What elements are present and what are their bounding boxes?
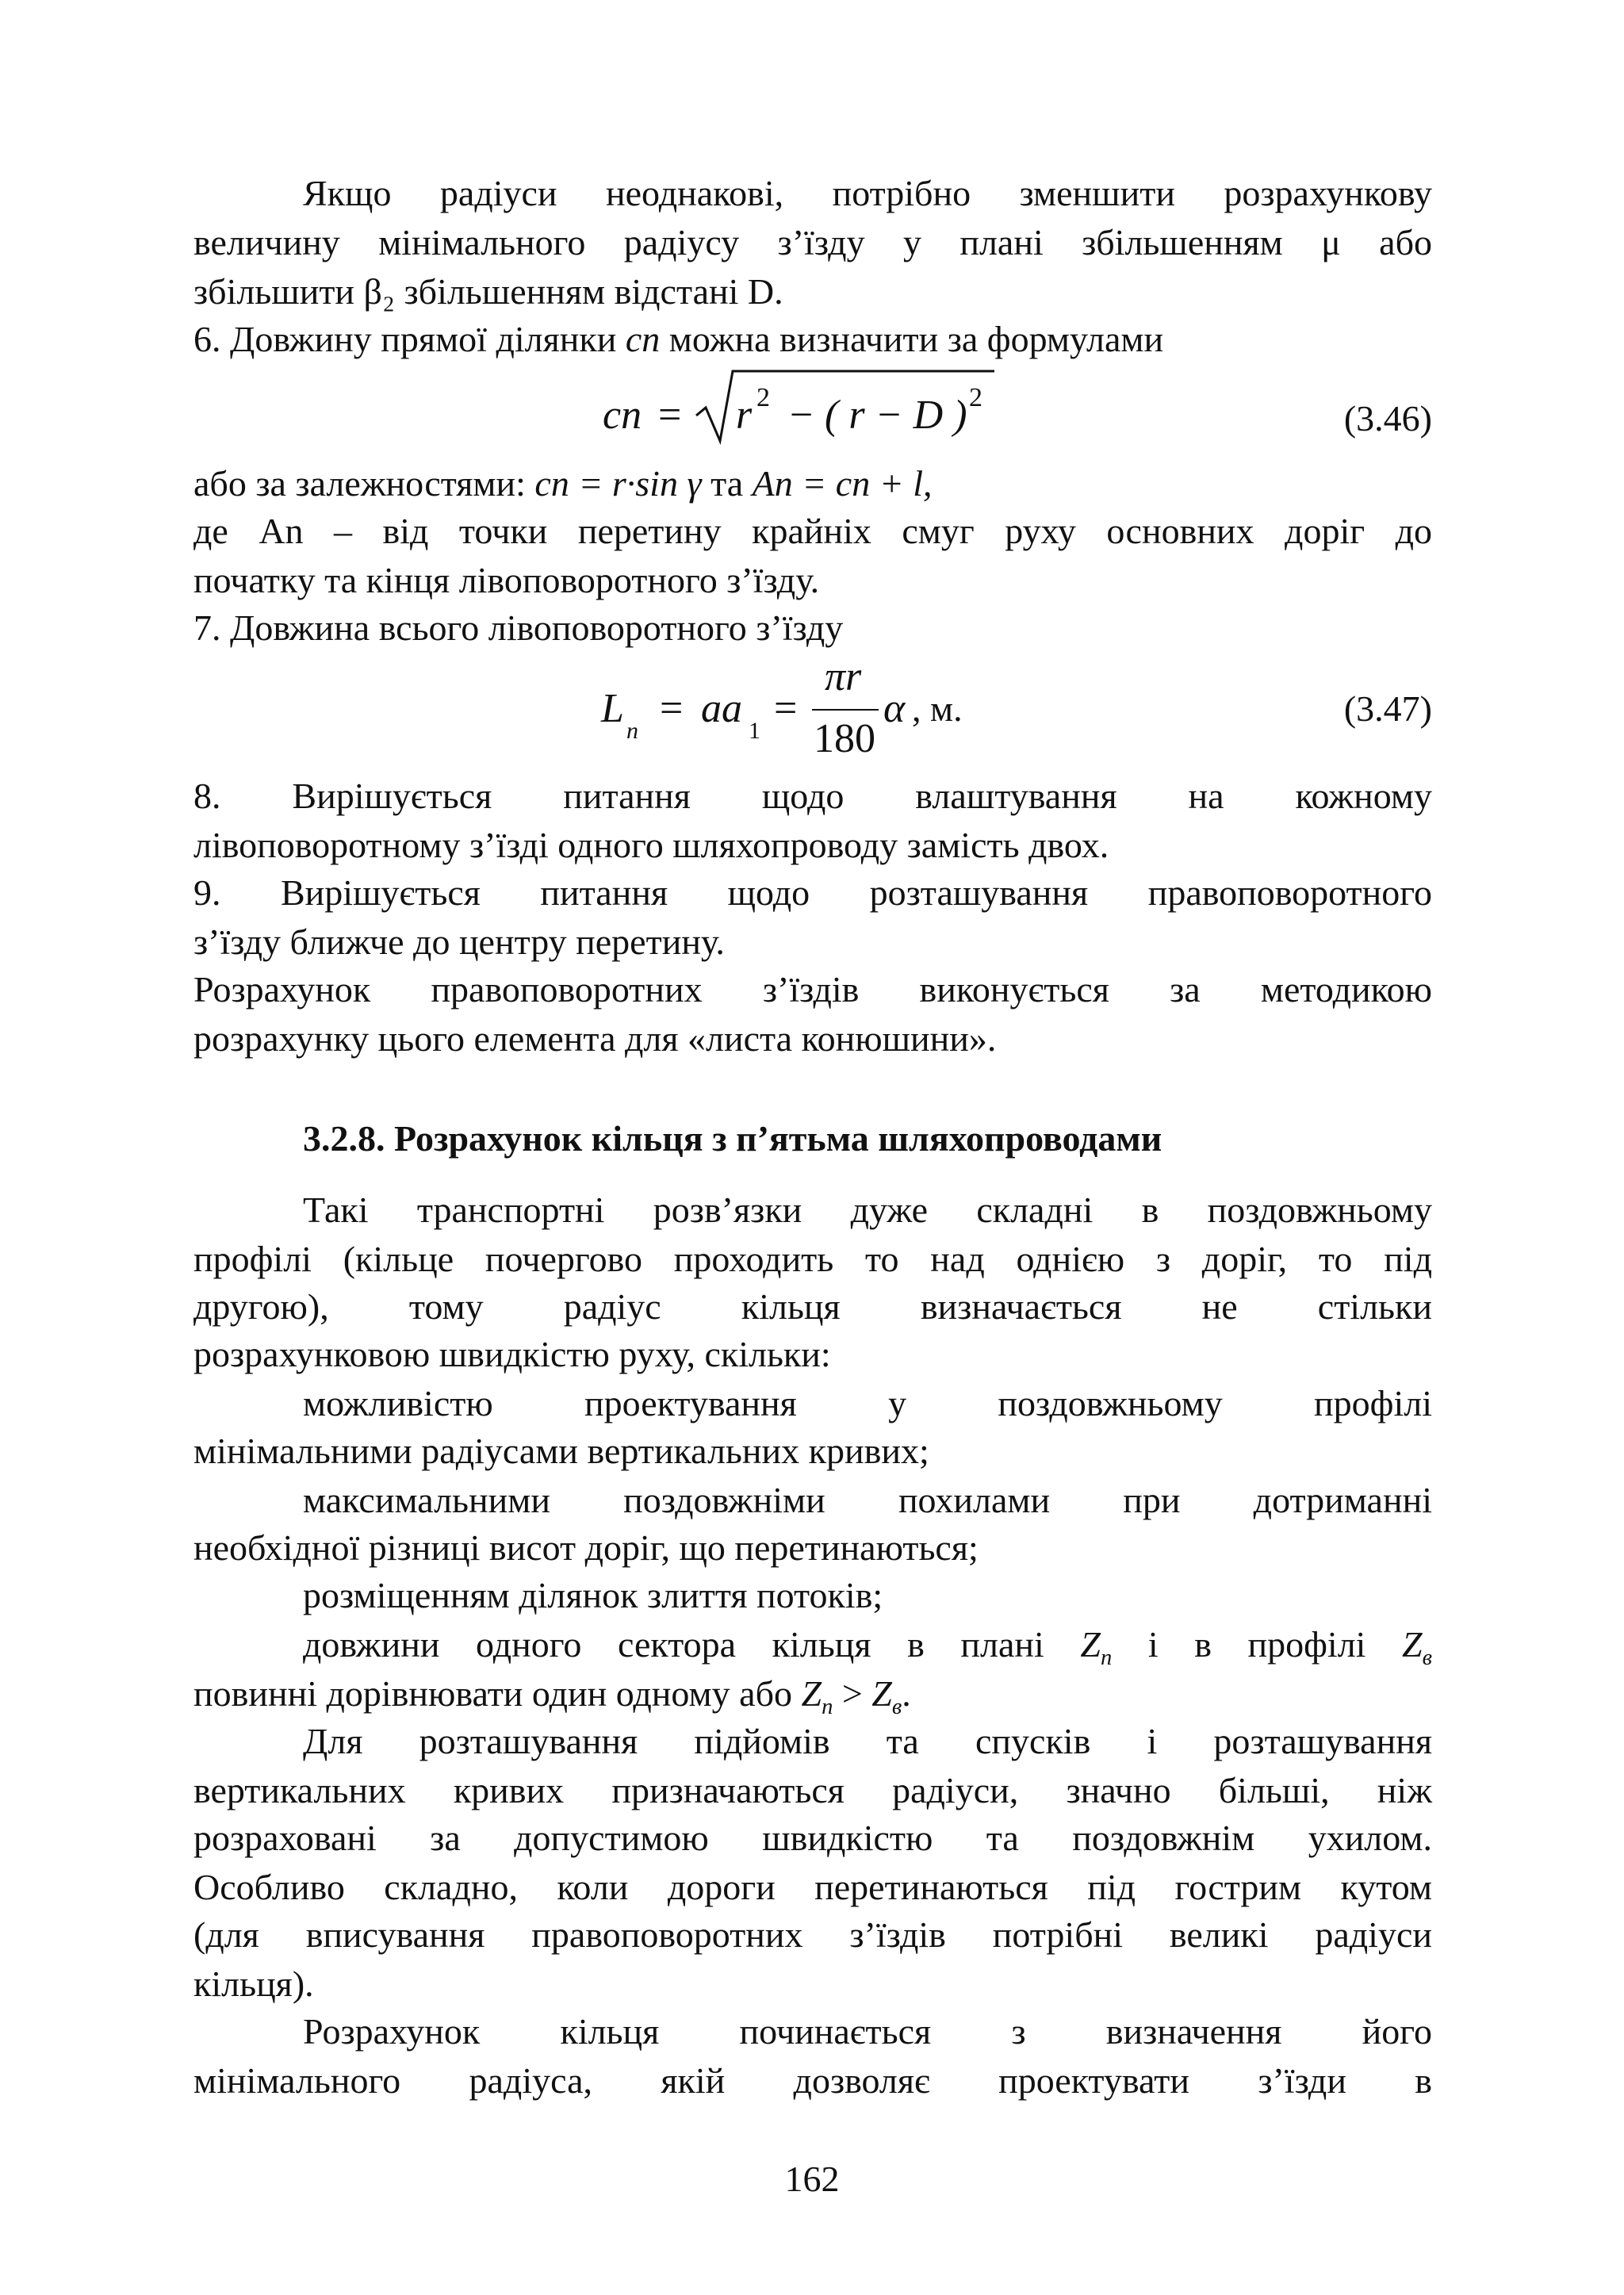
z-profile-symbol: Z (1402, 1624, 1423, 1665)
paragraph-3-line-4: Особливо складно, коли дороги перетинаються під гострим кутом (193, 1867, 1432, 1907)
item-7-line: 7. Довжина всього лівоповоротного з’їзду (193, 607, 844, 648)
eq347-lhs-sub: n (626, 718, 638, 744)
right-turn-line-2: розрахунку цього елемента для «листа конюшини». (193, 1018, 997, 1059)
z-plan-symbol-2: Z (801, 1673, 822, 1714)
eq347-lhs: L (601, 686, 624, 731)
dependencies-prefix: або за залежностями: (193, 463, 526, 504)
eq347-mid: aa (701, 686, 742, 731)
list-item-b-line-2: необхідної різниці висот доріг, що перетинаються; (193, 1527, 979, 1568)
list-d2-gt: > (833, 1673, 872, 1714)
list-d2-prefix: повинні дорівнювати один одному або (193, 1673, 792, 1714)
list-d2-end: . (902, 1673, 911, 1714)
item-6-line (193, 317, 1432, 362)
item-8-line-1: 8. Вирішується питання щодо влаштування на кожному (193, 776, 1432, 816)
paragraph-1-line-2: величину мінімального радіусу з’їзду у плані збільшенням μ або (193, 222, 1432, 262)
where-line-2: початку та кінця лівоповоротного з’їзду. (193, 560, 820, 600)
eq347-mid-sub: 1 (749, 718, 760, 744)
eq346-exp-a: 2 (756, 383, 770, 412)
paragraph-2-line-3: другою), тому радіус кільця визначається не стільки (193, 1286, 1432, 1327)
paragraph-1-line-3: збільшити β₂ збільшенням відстані D. (193, 271, 783, 312)
eq347-denominator: 180 (814, 716, 875, 761)
section-title: 3.2.8. Розрахунок кільця з п’ятьма шляхопроводами (303, 1118, 1162, 1159)
page-number: 162 (784, 2159, 840, 2199)
list-d-prefix: довжини одного сектора кільця в плані (303, 1624, 1044, 1665)
equation-number-3-46: (3.46) (1343, 398, 1432, 439)
z-profile-sub-2: в (891, 1695, 902, 1720)
dependencies-line (193, 462, 1432, 506)
list-d-mid: і в профілі (1147, 1624, 1366, 1665)
paragraph-4-line-1: Розрахунок кільця починається з визначення його (303, 2011, 1432, 2052)
list-d2-z-plan (801, 1673, 833, 1720)
eq347-unit: , м. (912, 688, 963, 729)
eq347-equals-2: = (774, 686, 798, 731)
z-plan-sub-2: п (822, 1695, 833, 1720)
paragraph-3-line-3: розраховані за допустимою швидкістю та поздовжнім ухилом. (193, 1818, 1432, 1858)
dependencies-formula-2: An = cn + l, (752, 463, 933, 504)
equation-number-3-47: (3.47) (1343, 688, 1432, 729)
where-line-1: де Аn – від точки перетину крайніх смуг руху основних доріг до (193, 511, 1432, 551)
z-plan-symbol: Z (1080, 1624, 1101, 1665)
paragraph-2-line-2: профілі (кільце почергово проходить то над однією з доріг, то під (193, 1239, 1432, 1279)
dependencies-formula-1: cn = r·sin γ (534, 463, 702, 504)
eq346-lhs: cn (603, 393, 642, 438)
eq346-radicand-a: r (736, 393, 753, 438)
paragraph-1-line-1: Якщо радіуси неоднакові, потрібно зменшити розрахункову (303, 173, 1432, 213)
list-d-z-profile (1402, 1624, 1433, 1671)
paragraph-4-line-2: мінімального радіуса, якій дозволяє проектувати з’їзди в (193, 2060, 1432, 2101)
eq346-equals: = (658, 393, 682, 438)
eq346-radicand-b: ( r − D ) (825, 393, 967, 438)
paragraph-3-line-2: вертикальних кривих призначаються радіуси, значно більші, ніж (193, 1770, 1432, 1810)
item-6-var: cn (625, 319, 661, 359)
z-profile-symbol-2: Z (871, 1673, 892, 1714)
list-item-b-line-1: максимальними поздовжніми похилами при дотриманні (303, 1480, 1432, 1520)
item-6-suffix: можна визначити за формулами (668, 319, 1164, 359)
dependencies-mid: та (710, 463, 744, 504)
right-turn-line-1: Розрахунок правоповоротних з’їздів виконується за методикою (193, 969, 1432, 1010)
paragraph-3-line-6: кільця). (193, 1964, 314, 2004)
eq347-alpha: α (883, 686, 906, 731)
eq346-exp-b: 2 (969, 383, 982, 412)
paragraph-3-line-1: Для розташування підйомів та спусків і розташування (303, 1721, 1432, 1761)
eq347-numerator: πr (825, 654, 862, 699)
list-item-c-line-1: розміщенням ділянок злиття потоків; (303, 1575, 883, 1615)
paragraph-2-line-1: Такі транспортні розв’язки дуже складні в поздовжньому (303, 1190, 1432, 1230)
list-item-a-line-1: можливістю проектування у поздовжньому профілі (303, 1383, 1432, 1423)
list-d2-z-profile (871, 1673, 902, 1720)
fraction-bar (812, 709, 879, 711)
item-9-line-1: 9. Вирішується питання щодо розташування правоповоротного (193, 872, 1432, 913)
item-6-prefix: 6. Довжину прямої ділянки (193, 319, 617, 359)
item-8-line-2: лівоповоротному з’їзді одного шляхопроводу замість двох. (193, 825, 1109, 865)
list-d-z-plan (1080, 1624, 1113, 1671)
eq347-equals-1: = (660, 686, 684, 731)
paragraph-3-line-5: (для вписування правоповоротних з’їздів потрібні великі радіуси (193, 1914, 1432, 1955)
item-9-line-2: з’їзду ближче до центру перетину. (193, 921, 725, 962)
paragraph-2-line-4: розрахунковою швидкістю руху, скільки: (193, 1334, 831, 1374)
z-profile-sub: в (1422, 1646, 1433, 1671)
list-item-a-line-2: мінімальними радіусами вертикальних кривих; (193, 1431, 929, 1471)
z-plan-sub: п (1100, 1646, 1113, 1671)
eq346-minus: − (790, 393, 814, 438)
